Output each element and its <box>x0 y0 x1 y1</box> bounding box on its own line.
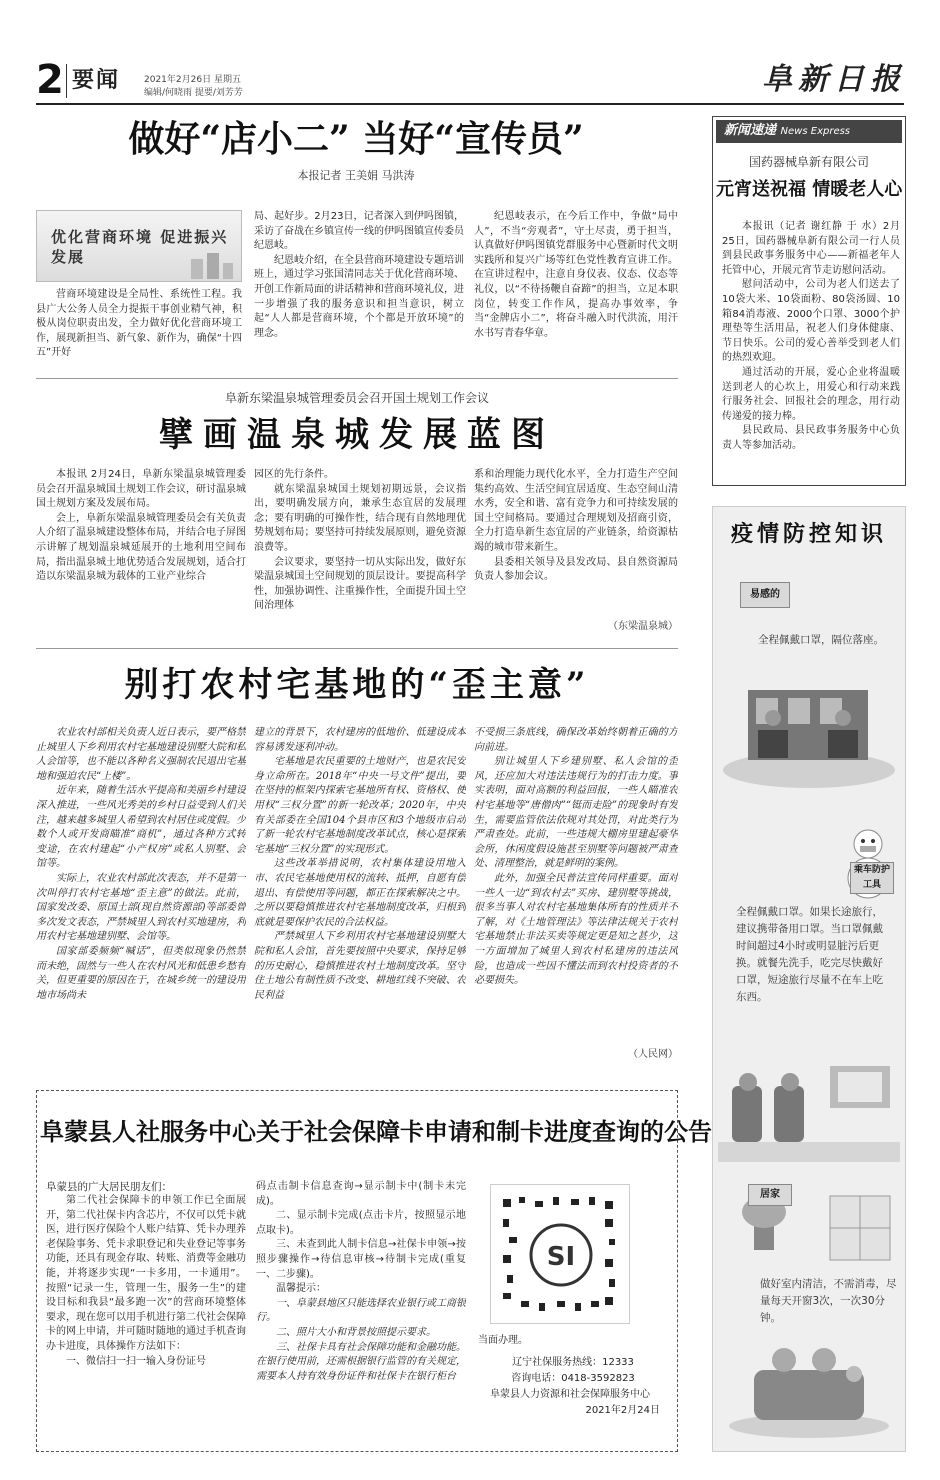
editors-line: 编辑/何晓雨 提要/刘芳芳 <box>144 88 243 98</box>
notice-date: 2021年2月24日 <box>585 1405 660 1416</box>
notice-org: 阜蒙县人力资源和社会保障服务中心 <box>490 1389 650 1400</box>
divider <box>36 648 678 649</box>
qr-code[interactable] <box>490 1184 630 1324</box>
sign-bus: 易感的 <box>740 582 790 608</box>
article1-col1: 营商环境建设是全局性、系统性工程。我县广大公务人员全力提振干事创业精气神，积极从岗位职责出发，全力做好优化营商环境工作，展现新担当、新气象、新作为，确保“十四五”开好 <box>36 289 242 359</box>
article3-source: （人民网） <box>628 1049 678 1060</box>
notice-col2: 码点击制卡信息查询→显示制卡中(制卡未完成)。 二、显示制卡完成(点击卡片，按照显示地点取卡)。 三、未查到此人制卡信息→社保卡申领→按照步骤操作→待信息审核→待制卡完成(重复一、二步骤)。 温馨提示： 一、阜蒙县地区只能选择农业银行或工商银行。 二、照片大小和背景按照提示要求。 三、社保卡具有社会保障功能和金融功能。在银行使用前，还需根据银行监管的有关规定，需要本人持有效身份证件和社保卡在银行柜台 <box>256 1181 466 1382</box>
epidemic-tip3: 做好室内清洁，不需消毒，尽量每天开窗3次，一次30分钟。 <box>760 1278 897 1324</box>
divider <box>36 378 678 379</box>
section-name: 要闻 <box>72 68 121 93</box>
header-rule <box>36 103 904 105</box>
building-icon <box>187 251 237 279</box>
si-logo: SI <box>546 1242 576 1272</box>
notice-phone: 咨询电话：0418-3592823 <box>511 1373 635 1384</box>
header-divider <box>66 64 67 98</box>
sign-tools: 乘车防护工具 <box>850 862 894 894</box>
article3-col2: 建立的背景下，农村建房的低地价、低建设成本容易诱发逐利冲动。 宅基地是农民重要的土地财产，也是农民安身立命所在。2018年“中央一号文件”提出，要在坚持的框架内探索宅基地所有权、资格权、使用权“三权分置”的新一轮改革；2020年，中央有关部委在全国104个县市区和3个地级市启动了新一轮农村宅基地制度改革试点，核心是探索宅基地“三权分置”的实现形式。 这些改革举措说明，农村集体建设用地入市、农民宅基地使用权的流转、抵押，自愿有偿退出、有偿使用等问题，都正在探索解决之中。之所以要稳慎推进农村宅基地制度改革，归根到底就是要保护农民的合法权益。 严禁城里人下乡利用农村宅基地建设别墅大院和私人会馆，首先要按照中央要求，保持足够的历史耐心，稳慎推进农村土地制度改革。坚守住土地公有制性质不改变、耕地红线不突破、农民利益 <box>254 727 466 1001</box>
article1-col2: 局、起好步。2月23日，记者深入到伊吗图镇，采访了奋战在乡镇宣传一线的伊吗图镇宣传委员纪恩岐。 纪恩岐介绍，在全县营商环境建设专题培训班上，通过学习张国清同志关于优化营商环境、开创工作新局面的讲话精神和营商环境礼仪，进一步增强了我的服务意识和担当意识，树立起“人人都是营商环境，个个都是开放环境”的理念。 <box>254 211 464 339</box>
family-illustration <box>724 1330 894 1440</box>
banner-caption: 优化营商环境 促进振兴发展 <box>51 228 229 266</box>
window-illustration <box>820 1190 900 1270</box>
article2-col3: 系和治理能力现代化水平，全力打造生产空间集约高效、生活空间宜居适度、生态空间山清水秀，安全和谐、富有竞争力和可持续发展的国土空间格局。要通过合理规划及招商引资，全力打造阜新生态宜居的产业链条，给资源枯竭的城市带来新生。 县委相关领导及县发改局、县自然资源局负责人参加会议。 <box>474 469 678 583</box>
article1-col3: 纪恩岐表示，在今后工作中，争做“局中人”，不当“旁观者”，守土尽责，勇于担当，认真做好伊吗图镇党群服务中心暨新时代文明实践所和复兴广场等红色党性教育宣讲工作。在宣讲过程中，注意自身仪表、仪态、仪态等礼仪，以“不待扬鞭自奋蹄”的担当，立足本职岗位，转变工作作风，提高办事效率，争当“金牌店小二”，将奋斗融入时代洪流，用汗水书写青春华章。 <box>474 211 678 339</box>
article1-byline: 本报记者 王美娟 马洪涛 <box>297 169 415 182</box>
train-seats-illustration <box>718 1046 900 1166</box>
notice-hotline: 辽宁社保服务热线：12333 <box>512 1357 634 1368</box>
sidebar-company: 国药器械阜新有限公司 <box>748 155 869 169</box>
sidebar-title: 元宵送祝福 情暖老人心 <box>716 179 903 200</box>
notice-col1: 第二代社会保障卡的申领工作已全面展开，第二代社保卡内含芯片，不仅可以凭卡就医，进行医疗保险个人账户结算、凭卡办理养老保险事务、凭卡求职登记和失业登记等事务功能，还具有现金存取、转账、消费等金融功能，并将逐步实现“一卡多用，一卡通用”。按照“记录一生，管理一生，服务一生”的建设目标和我县“最多跑一次”的营商环境整体要求，现在您可以用手机进行第二代社会保障卡的网上申请，并可随时随地的通过手机查询办卡进度，具体操作方法如下： 一、微信扫一扫一输入身份证号 <box>46 1195 246 1367</box>
epidemic-title: 疫情防控知识 <box>730 521 887 547</box>
article2-title: 擘画温泉城发展蓝图 <box>159 415 555 455</box>
news-express-header <box>716 120 902 143</box>
notice-greeting: 阜蒙县的广大居民朋友们： <box>46 1181 172 1193</box>
article2-col2: 园区的先行条件。 就东梁温泉城国土规划初期远景，会议指出，要明确发展方向，兼承生态宜居的发展理念；要有明确的可操作性，结合现有自然地理优势规划布局；要坚持可持续发展原则，避免资源浪费等。 会议要求，要坚持一切从实际出发，做好东梁温泉城国土空间规划的顶层设计。要提高科学性，加强协调性、注重操作性，全面提升国土空间治理体 <box>254 469 466 612</box>
issue-date: 2021年2月26日 星期五 <box>144 75 241 85</box>
news-express-label: 新闻速递 <box>724 123 777 138</box>
article2-col1: 本报讯 2月24日，阜新东梁温泉城管理委员会召开温泉城国土规划工作会议，研讨温泉城国土规划方案及发展布局。 会上，阜新东梁温泉城管理委员会有关负责人介绍了温泉城建设整体布局，并结合电子屏图示讲解了规划温泉城延展开的土地利用空间布局，指出温泉城土地优势适合发展规划，适合打造以东梁温泉城为载体的工业产业综合 <box>36 469 246 583</box>
article3-title: 别打农村宅基地的“歪主意” <box>124 665 590 705</box>
page-number: 2 <box>36 57 64 103</box>
sidebar-body: 本报讯（记者 谢红静 于 水）2月25日，国药器械阜新有限公司一行人员到县民政事务服务中心——新福老年人托管中心，开展元宵节走访慰问活动。 慰问活动中，公司为老人们送去了10袋大米、10袋面粉、80袋汤圆、10箱84消毒液、2000个口罩、3000个护理垫等生活用品，祝老人们身体健康、节日快乐。公司的爱心善举受到老人们的热烈欢迎。 通过活动的开展，爱心企业将温暖送到老人的心坎上，用爱心和行动来践行服务社会、回报社会的理念，用行动传递爱的接力棒。 县民政局、县民政事务服务中心负责人等参加活动。 <box>722 221 900 451</box>
news-express-en: News Express <box>780 126 851 137</box>
qr-code-icon <box>491 1185 631 1325</box>
notice-title: 阜蒙县人社服务中心关于社会保障卡申请和制卡进度查询的公告 <box>40 1117 712 1146</box>
masthead-logo: 阜新日报 <box>762 62 906 97</box>
article1-banner-image <box>36 210 242 282</box>
article3-col3: 不受损三条底线，确保改革始终朝着正确的方向前进。 别让城里人下乡建别墅、私人会馆的歪风，还应加大对违法违规行为的打击力度。事实表明，面对高额的利益回报，一些人瞄准农村宅基地等“唐僧肉”“铤而走险”的现象时有发生，需要监管依法依规对其处罚，对此类行为严肃查处。此前，一些违规大棚房里建起豪华会所，休闲度假设施甚至别墅等问题被严肃查处、清理整治，就是鲜明的案例。 此外，加强全民普法宣传同样重要。面对一些人一边“到农村去”买房、建别墅等挑战，很多当事人对农村宅基地集体所有的性质并不了解，对《土地管理法》等法律法规关于农村宅基地禁止非法买卖等规定更是知之甚少，这一方面增加了城里人到农村私建房的违法风险，也造成一些因不懂法而到农村投资者的不必要损失。 <box>474 727 678 987</box>
article1-title: 做好“店小二” 当好“宣传员” <box>128 118 584 160</box>
article2-kicker: 阜新东梁温泉城管理委员会召开国土规划工作会议 <box>224 391 489 405</box>
article2-source: （东梁温泉城） <box>608 621 678 632</box>
article3-col1: 农业农村部相关负责人近日表示，要严格禁止城里人下乡利用农村宅基地建设别墅大院和私人会馆等，也不能以各种名义强制农民退出宅基地和强迫农民“上楼”。 近年来，随着生活水平提高和美丽乡村建设深入推进，一些风光秀美的乡村日益受到人们关注，越来越多城里人希望到农村居住或度假。少数个人或开发商瞄准“商机”，通过各种方式转变途，在农村建起“小产权房”或私人别墅、会馆等。 实际上，农业农村部此次表态，并不是第一次叫停打农村宅基地“歪主意”的做法。此前，国家发改委、原国土部(现自然资源部)等部委曾多次发文表态，严禁城里人到农村买地建房，利用农村宅基地建别墅、会馆等。 国家部委频频“喊话”，但类似现象仍然禁而未绝，固然与一些人在农村风光和低患乡愁有关，但更重要的原因在于，在城乡统一的建设用地市场尚未 <box>36 727 246 1001</box>
notice-col3-start: 当面办理。 <box>478 1335 528 1346</box>
sign-home: 居家 <box>748 1184 792 1206</box>
epidemic-tip2: 全程佩戴口罩。如果长途旅行，建议携带备用口罩。当口罩佩戴时间超过4小时或明显脏污后更换。就餐先洗手，吃完尽快戴好口罩，短途旅行尽量不在车上吃东西。 <box>736 906 883 1003</box>
bus-seats-illustration <box>718 660 900 790</box>
epidemic-tip1: 全程佩戴口罩，隔位落座。 <box>758 634 884 646</box>
